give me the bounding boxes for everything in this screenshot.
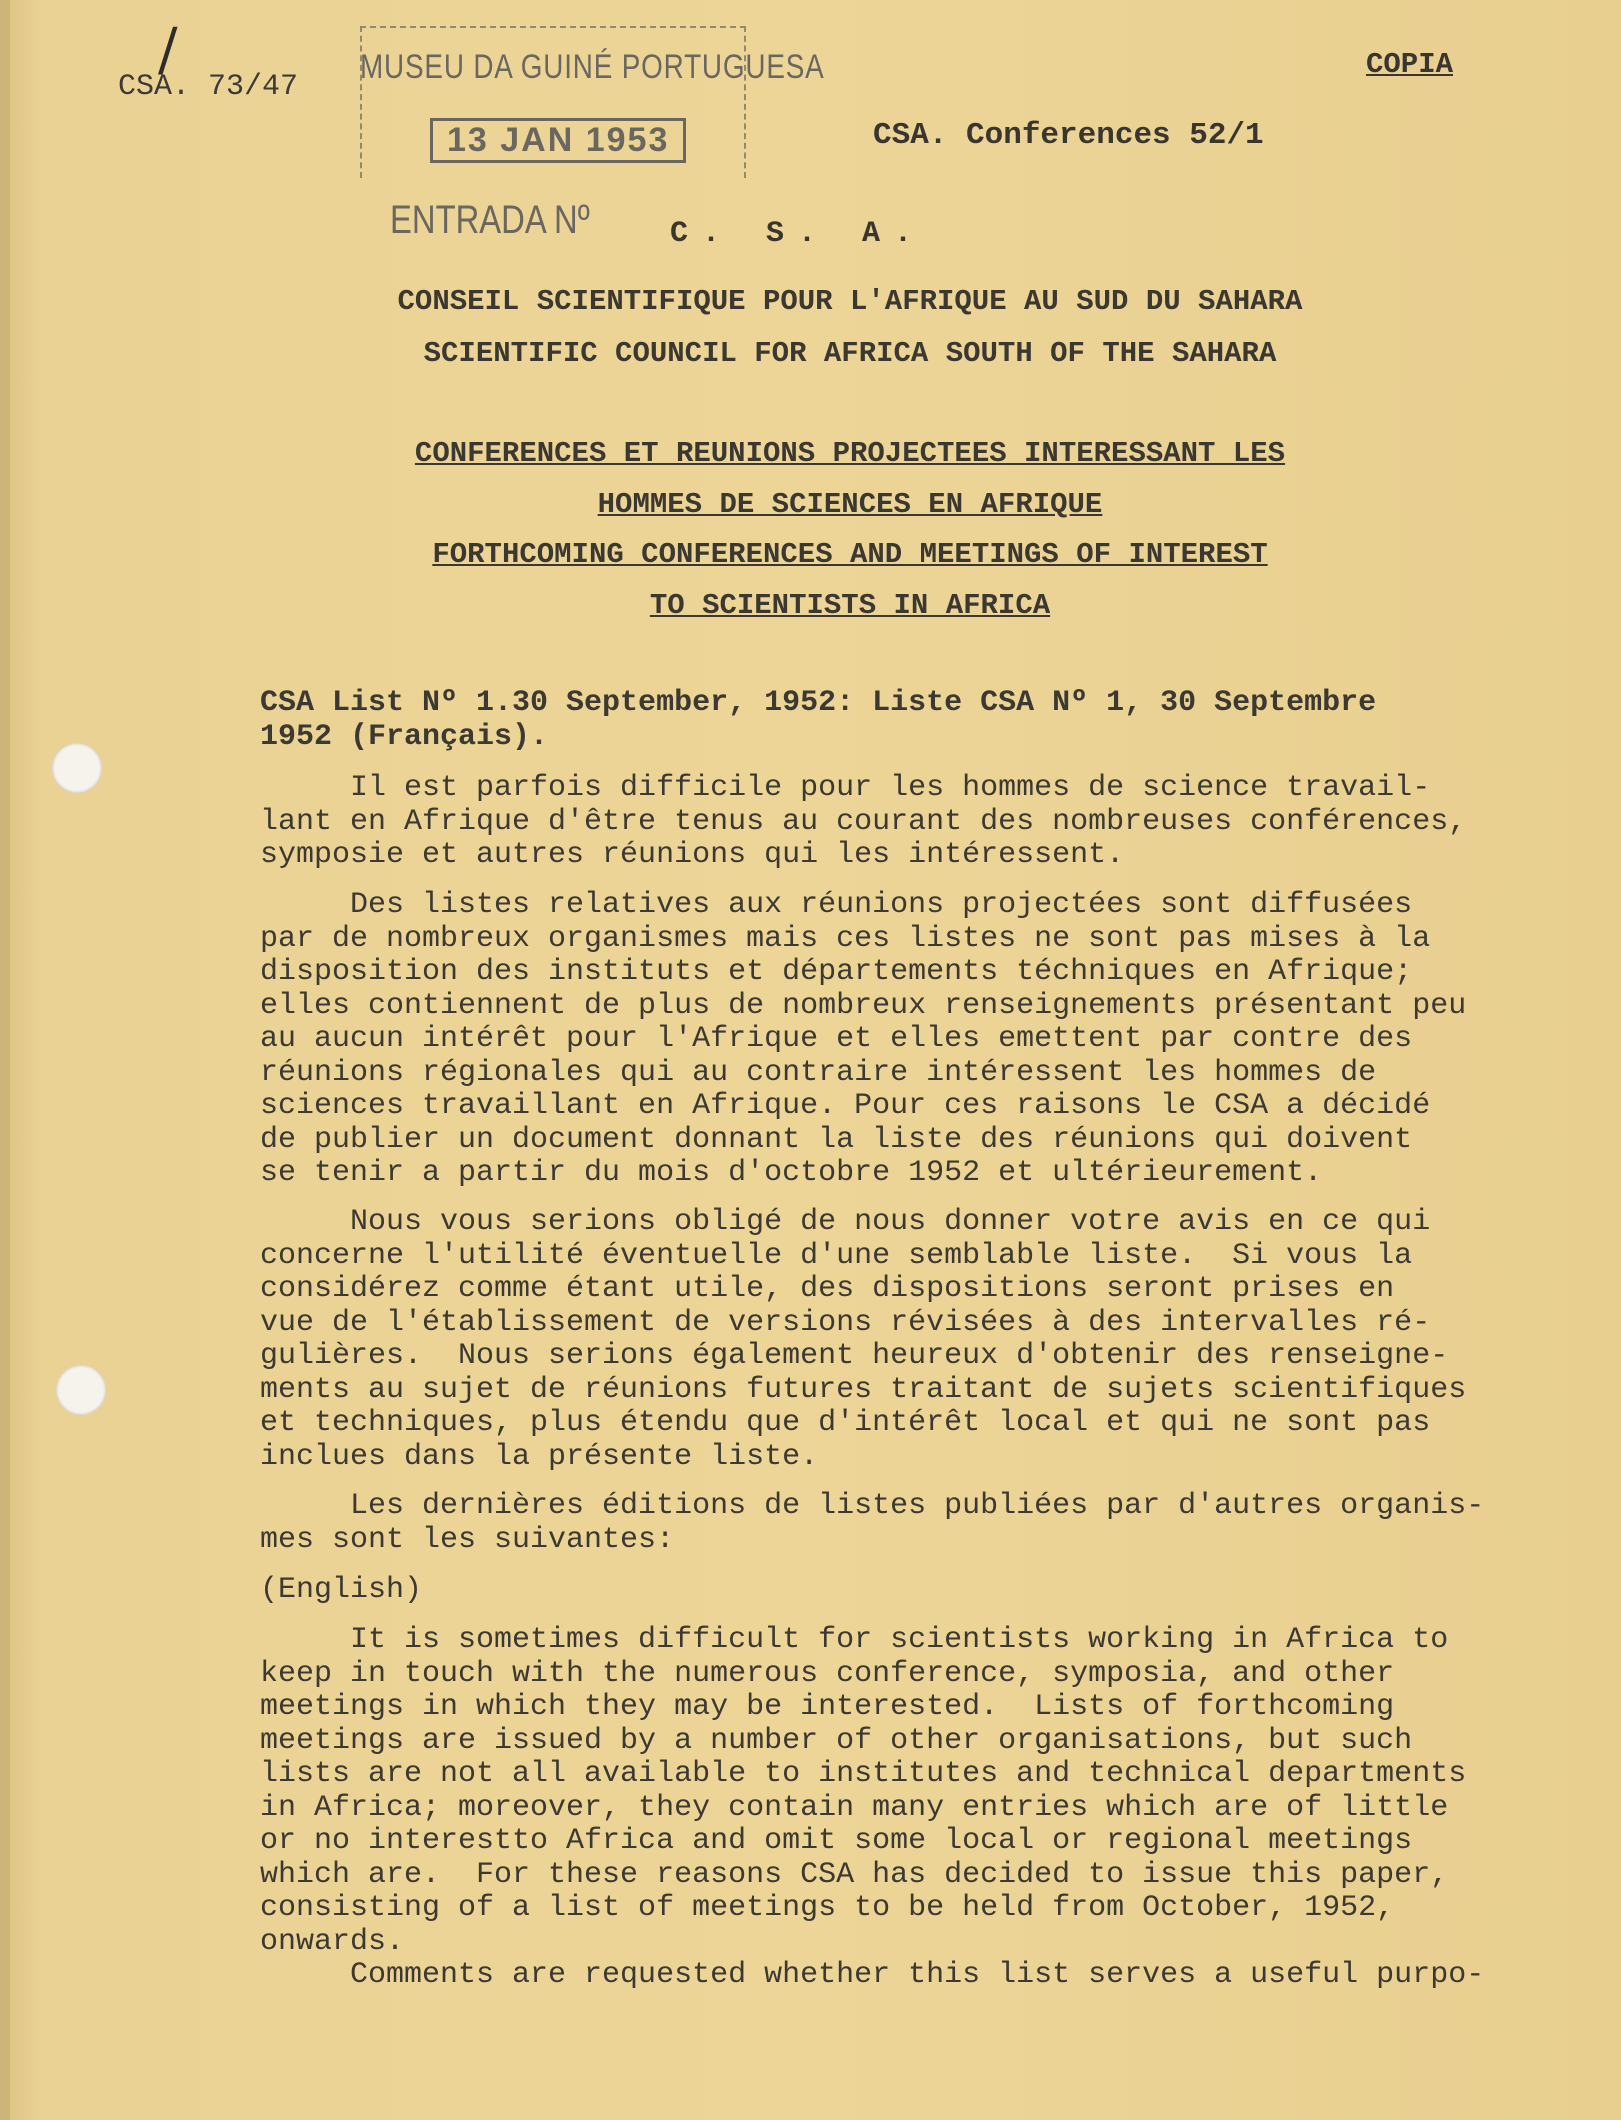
document-reference: / CSA. 73/47: [118, 15, 299, 104]
paragraph-fr-2: Des listes relatives aux réunions projectées sont diffusées par de nombreux organismes mais ces listes ne sont pas mises à la disposition des instituts et départements téchniques en Afrique; elles contiennent de plus de nombreux renseignements présentant peu au aucun intérêt pour l'Afrique et elles emettent par contre des réunions régionales qui au contraire intéressent les hommes de sciences travaillant en Afrique. Pour ces raisons le CSA a décidé de publier un document donnant la liste des réunions qui doivent se tenir a partir du mois d'octobre 1952 et ultérieurement.: [260, 888, 1467, 1190]
stamp-date: 13 JAN 1953: [430, 118, 686, 163]
handwritten-mark: /: [158, 15, 178, 83]
council-name-en: SCIENTIFIC COUNCIL FOR AFRICA SOUTH OF THE SAHARA: [423, 337, 1277, 370]
conference-reference: CSA. Conferences 52/1: [873, 118, 1264, 153]
paragraph-fr-3: Nous vous serions obligé de nous donner votre avis en ce qui concerne l'utilité éventuelle d'une semblable liste. Si vous la considérez comme étant utile, des dispositions seront prises en vue de l'établissement de versions révisées à des intervalles ré- gulières. Nous serions également heureux d'obtenir des renseigne- ments au sujet de réunions futures traitant de sujets scientifiques et techniques, plus étendu que d'intérêt local et qui ne sont pas inclues dans la présente liste.: [260, 1205, 1467, 1474]
title-fr-line2: HOMMES DE SCIENCES EN AFRIQUE: [597, 488, 1103, 521]
stamp-entry: ENTRADA Nº: [390, 198, 590, 242]
paper-edge: [0, 0, 10, 2120]
paragraph-fr-1: Il est parfois difficile pour les hommes de science travail- lant en Afrique d'être tenus au courant des nombreuses conférences, symposie et autres réunions qui les intéressent.: [260, 771, 1467, 872]
acronym-heading: C. S. A.: [670, 217, 927, 251]
copy-label: COPIA: [1366, 48, 1454, 81]
paragraph-fr-4: Les dernières éditions de listes publiées par d'autres organis- mes sont les suivantes:: [260, 1489, 1485, 1557]
council-name-fr: CONSEIL SCIENTIFIQUE POUR L'AFRIQUE AU SUD DU SAHARA: [397, 285, 1303, 318]
title-fr-line1: CONFERENCES ET REUNIONS PROJECTEES INTERESSANT LES: [414, 437, 1286, 470]
paragraph-en-1: It is sometimes difficult for scientists working in Africa to keep in touch with the numerous conference, symposia, and other meetings in which they may be interested. Lists of forthcoming meetings are issued by a number of other organisations, but such lists are not all available to institutes and technical departments in Africa; moreover, they contain many entries which are of little or no interestto Africa and omit some local or regional meetings which are. For these reasons CSA has decided to issue this paper, consisting of a list of meetings to be held from October, 1952, onwards.: [260, 1623, 1467, 1959]
list-reference: CSA List Nº 1.30 September, 1952: Liste CSA Nº 1, 30 Septembre 1952 (Français).: [260, 686, 1377, 754]
paragraph-en-2: Comments are requested whether this list serves a useful purpo-: [260, 1958, 1485, 1992]
punch-hole-top: [52, 743, 102, 793]
punch-hole-bottom: [56, 1365, 106, 1415]
title-en-line2: TO SCIENTISTS IN AFRICA: [649, 589, 1051, 622]
stamp-museum-name: MUSEU DA GUINÉ PORTUGUESA: [360, 48, 825, 86]
english-label: (English): [260, 1573, 423, 1607]
title-en-line1: FORTHCOMING CONFERENCES AND MEETINGS OF INTEREST: [432, 538, 1268, 571]
